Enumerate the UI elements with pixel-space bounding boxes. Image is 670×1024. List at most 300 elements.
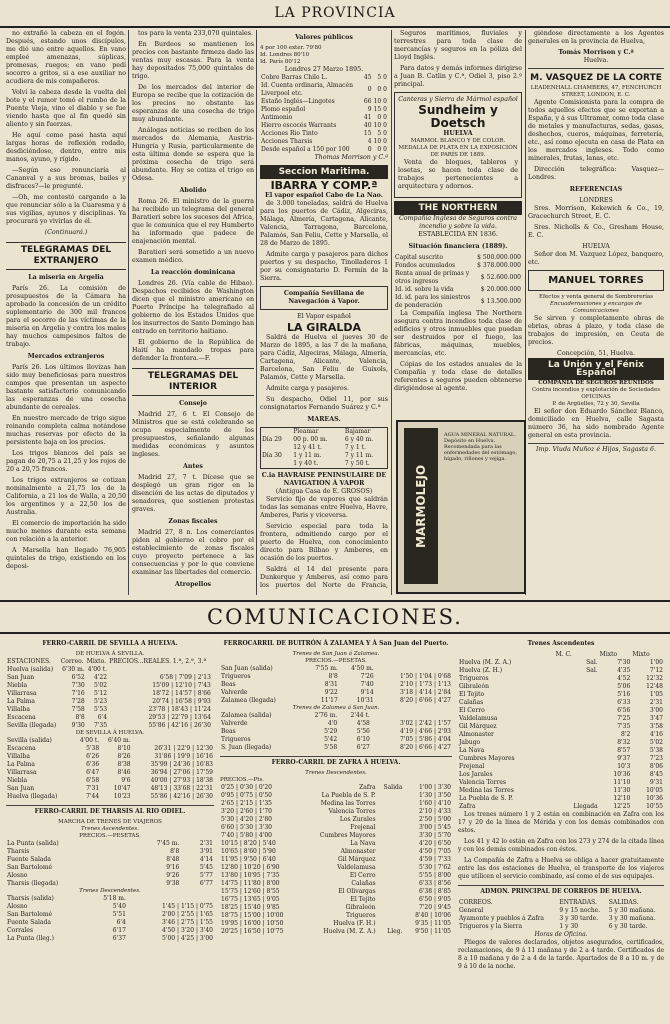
cell: Cobre Barras Chile L. <box>261 74 328 81</box>
table-row <box>260 114 388 122</box>
timetable <box>6 840 214 888</box>
cell: 12'80 | 10'20 | 6'90 <box>221 864 280 871</box>
paragraph: Sres. Nicholls & Co., Gresham House, E. C. <box>528 224 664 239</box>
paragraph: Sres. Morrison, Kekewich & Co., 19, Gracechurch Street, E. C. <box>528 205 664 220</box>
column-2 <box>132 30 254 590</box>
section-heading: FERRO-CARRIL DE THARSIS AL RIO ODIEL. <box>6 805 214 816</box>
table-row <box>220 689 452 697</box>
cell <box>555 723 599 731</box>
cell: 6'56 <box>617 707 631 714</box>
paragraph: Londres 26. (Vía cable de Hibao). Despachos recibidos de Washington dicen que el ministro americano en Puerto Príncipe ha telegrafiado al gobierno de los Estados Unidos que los insurrectos de Santo Domingo han entrado en territorio haitiano. <box>132 280 254 335</box>
cell: Calañas <box>459 699 484 706</box>
col-header: M. C. <box>555 651 572 658</box>
cell: Sevilla (llegada) <box>7 722 57 729</box>
cell <box>555 715 599 723</box>
cell: Villalba <box>7 706 30 713</box>
table-row <box>220 888 452 896</box>
ad-address: Concepción, 51, Huelva. <box>557 350 635 357</box>
cell: 9'22 <box>324 689 338 696</box>
cell: 19'95 | 16'00 | 10'50 <box>221 920 284 927</box>
table-row <box>394 270 522 286</box>
paragraph: En nuestro mercado de trigo sigue reinando completa calma notándose muchas reservas por efecto de la persistente baja en los precios. <box>6 415 126 446</box>
cell: 6'60 | 5'30 | 3'30 <box>221 824 272 831</box>
paragraph: Volví la cabeza desde la vuelta del bote y el rumor tomó el rumbo de la Puente Vieja, vino el diablo y se fue viendo hasta que al fin quedó sin aliento y sin fuerzas. <box>6 89 126 128</box>
cell: Lleg. <box>387 928 403 935</box>
cell: 10'3 <box>617 763 631 770</box>
cell: 6'77 <box>199 880 213 887</box>
table-row <box>220 744 452 752</box>
cell: 5'55 | 8'00 <box>418 872 451 879</box>
cell: 11'10 <box>613 779 631 786</box>
cell <box>212 666 214 674</box>
cell: 3'47 <box>649 715 663 722</box>
table-row <box>458 763 664 771</box>
table-row <box>260 138 388 146</box>
cell: 7'35 <box>93 722 108 729</box>
cell: 35'99 | 24'36 | 16'83 <box>150 761 213 768</box>
table-header <box>458 651 664 659</box>
table-row <box>394 286 522 294</box>
cell: 4'14 <box>199 856 213 863</box>
cell: Acciones Rio Tinto <box>261 130 318 137</box>
table-row <box>220 848 452 856</box>
section-heading: FERRO-CARRIL DE SEVILLA A HUELVA. <box>42 640 178 647</box>
cell: 9'6 <box>121 777 131 784</box>
cell: 3'02 | 2'42 | 1'57 <box>400 720 451 727</box>
cell <box>555 691 599 699</box>
ad-subtitle: Compañía Inglesa de Seguros contra incendio y sobre la vida. <box>398 215 518 230</box>
cell <box>377 912 404 920</box>
post-table <box>458 899 664 931</box>
cell: 3'58 <box>649 723 663 730</box>
cell: 10'65 | 8'60 | 5'90 <box>221 848 276 855</box>
cell: Salida <box>383 784 403 791</box>
market-date: Londres 27 Marzo 1895. <box>284 66 364 73</box>
cell: 48'13 | 33'68 | 22'31 <box>150 785 213 792</box>
paragraph: De los mercados del interior de Europa se recibe que la cotización de los precios no obstante las esperanzas de una cosecha de trigo muy abundante. <box>132 84 254 123</box>
table-row <box>6 903 214 911</box>
cell <box>261 444 293 452</box>
cell: 31'86 | 19'9 | 16'16 <box>154 753 213 760</box>
cell: 10 <box>373 122 382 129</box>
cell: 0 <box>383 130 387 137</box>
cell: 15'75 | 12'60 | 8'55 <box>221 888 280 895</box>
cell: 55'86 | 42'16 | 26'30 <box>148 722 211 729</box>
cell: 7'31 <box>86 785 100 792</box>
cell: Gibraleón <box>345 904 376 911</box>
cell: 7'20 | 9'45 <box>418 904 451 911</box>
table-row <box>6 848 214 856</box>
cell: 11'17 <box>320 697 338 704</box>
table-row <box>220 928 452 936</box>
cell: 20'74 | 16'58 | 9'93 <box>152 698 211 705</box>
cell: 4'50 m. <box>351 665 374 672</box>
cell: 18'72 | 14'57 | 8'66 <box>152 690 211 697</box>
cell: 4'52 <box>617 675 631 682</box>
cell: 5'30 | 4'20 | 2'80 <box>221 816 272 823</box>
cell: 15'09 | 12'10 | 7'43 <box>152 682 211 689</box>
section-heading: TELEGRAMAS DEL EXTRANJERO <box>6 242 126 270</box>
cell: Tharsis <box>7 848 30 855</box>
table-row <box>6 872 214 880</box>
paragraph: Pliegos de valores declarados, objetos asegurados, certificados, reclamaciones, de 9 á 11 mañana y de 2 a 4 tarde. Certificados de 8 a 10 mañana y de 2 a 4 de la tarde. Apartados de 8 a 10 m. y de 9 á 10 de la noche. <box>458 939 664 970</box>
cell: 5'53 <box>93 706 108 713</box>
cell: 9 y 15 noche. <box>559 907 601 914</box>
cell: Villalba <box>7 753 30 760</box>
column-divider <box>391 30 392 595</box>
cell <box>127 895 214 903</box>
cell: $ 13.500.000 <box>480 298 521 305</box>
ad-text: MARMOL BLANCO Y DE COLOR. MEDALLA DE PLATA EN LA EXPOSICIÓN DE PARÍS DE 1889. <box>398 138 518 158</box>
paragraph: no extrañó la cabeza en el fogón. Después, estando unos discípulos, me dió uno entre aquellos. En vano empleé amenazas, súplicas, promesas, ruegos; en vano pedí socorro a gritos, si a ese auxiliar no acudiera de mis compañeros. <box>6 30 126 85</box>
table-row <box>6 761 214 769</box>
col-header: Mixto <box>599 651 618 658</box>
cell: La Nava <box>350 840 376 847</box>
cell: Jabugo <box>459 739 481 746</box>
cell: 5'56 <box>356 728 370 735</box>
cell <box>377 848 404 856</box>
paragraph: En Burdeos se mantienen los precios con bastante firmeza dado las ventas muy escasas. Para la venta hay depositados 75,000 quintales de trigo. <box>132 41 254 80</box>
cell: 55'86 | 42'16 | 26'30 <box>150 793 213 800</box>
ad-subtitle: Encuadernaciones y encargos de Comunicaciones <box>549 301 643 314</box>
cell: 9'30 <box>71 722 85 729</box>
cell: La Palma <box>7 698 35 705</box>
cell: 7'30 <box>71 682 85 689</box>
cell: 2'00 | 2'55 | 1'65 <box>162 911 213 918</box>
cell: 8'26 <box>117 753 131 760</box>
cell: 7'30 <box>617 659 631 666</box>
printer-imprint: Imp. Viuda Muñoz é Hijos, Sagasta 6. <box>528 443 664 454</box>
cell: 5'16 <box>617 691 631 698</box>
cell: 7'25 <box>617 715 631 722</box>
ad-subtitle: El vapor español Cabo de La Nao. <box>265 192 383 199</box>
ad-title: LA GIRALDA <box>286 321 362 334</box>
cell: 9'35 | 11'05 <box>415 920 451 927</box>
paragraph: —Según eso renunciaría al Cananval y a sus bromas, bailes y disfraces?—le pregunté. <box>6 167 126 190</box>
cell: 0 <box>383 98 387 105</box>
cell: 0'25 | 0'30 | 0'20 <box>221 784 272 791</box>
cell: 6'17 <box>112 927 126 934</box>
cell <box>377 880 404 888</box>
cell: 7'45 m. <box>156 840 180 847</box>
table-row <box>260 106 388 114</box>
cell: El Cerro <box>349 872 376 879</box>
table-row <box>220 665 452 673</box>
cell: 10'55 <box>646 803 663 810</box>
paragraph: Análogas noticias se reciben de los mercados de Alemania, Austria-Hungría y Rusia, particularmente de esta última donde se espera que la próxima cosecha de trigo será abundante. Hoy se cotiza el trigo en Odesa. <box>132 127 254 182</box>
cell: 10'15 | 8'20 | 5'40 <box>221 840 276 847</box>
cell: Valverde <box>221 720 248 727</box>
cell: 6'37 <box>112 935 126 942</box>
cell: 10'05 <box>646 787 663 794</box>
cell: Alosno <box>7 872 28 879</box>
subheading: DE HUELVA Á SEVILLA. <box>75 651 145 657</box>
table-row <box>220 880 452 888</box>
table-row <box>220 712 452 720</box>
cell: El Tejito <box>459 691 485 698</box>
cell: 12'10 <box>613 795 631 802</box>
cell: 6'58 <box>86 777 100 784</box>
cell: Trigueros y la Sierra <box>459 923 523 930</box>
table-row <box>6 745 214 753</box>
cell: 3 y 30 mañana. <box>608 915 656 922</box>
ad-title: C.ia HAVRAISE PENINSULAIRE DE NAVIGATION Á VAPOR <box>261 472 387 487</box>
cell: 0 <box>383 122 387 129</box>
cell: 4'59 | 7'33 <box>418 856 451 863</box>
col-header: Correo. <box>60 658 84 665</box>
subheading: Trenes Ascendentes. <box>81 826 139 832</box>
cell: Huelva (M. Z. A.) <box>323 928 376 935</box>
cell <box>377 904 404 912</box>
cell: Día 29 <box>262 436 282 443</box>
cell: 6 y 40 m. <box>344 436 374 443</box>
cell: Beas <box>221 681 236 688</box>
cell: Huelva (llegada) <box>7 793 58 800</box>
cell <box>555 707 599 715</box>
cell: 3'00 <box>649 707 663 714</box>
cell: 6'4 <box>116 919 126 926</box>
cell: Escacena <box>7 714 36 721</box>
paragraph: El gobierno de la República de Haití ha mandado tropas para defender la frontera.—F. <box>132 339 254 362</box>
cell: 0 <box>367 146 372 153</box>
column-3 <box>260 30 388 590</box>
table-row <box>260 130 388 138</box>
cell: Los Jarales <box>459 771 493 778</box>
cell <box>377 792 404 800</box>
paragraph: Roma 26. El ministro de la guerra ha recibido un telegrama del general Baratieri sobre los sucesos del Africa, que le comunica que el rey Humberto ha informado que padece de enajenación mental. <box>132 198 254 245</box>
table-row <box>458 731 664 739</box>
cell: 5'29 <box>324 728 338 735</box>
paragraph: Servicio fijo de vapores que saldrán todas las semanas entre Huelva, Havre, Amberes, Paris y viceversa. <box>260 496 388 519</box>
table-row <box>220 920 452 928</box>
table-row <box>220 720 452 728</box>
cell: 1'00 <box>649 659 663 666</box>
cell: Bajamar <box>344 428 371 435</box>
cell <box>555 763 599 771</box>
section-heading: ADMON. PRINCIPAL DE CORREOS DE HUELVA. <box>458 885 664 896</box>
cell: Pleamar <box>293 428 319 435</box>
cell: 66 <box>363 98 372 105</box>
col-header: CORREOS. <box>459 899 493 906</box>
cell <box>377 920 404 928</box>
cell: Alosno <box>7 903 28 910</box>
table-row <box>220 864 452 872</box>
cell: 8'20 | 6'66 | 4'27 <box>400 744 451 751</box>
cell: 11'30 <box>613 787 631 794</box>
cell: 9'14 <box>360 689 374 696</box>
cell: El Tejito <box>350 896 376 903</box>
paragraph: giéndose directamente a los Agentes generales en la provincia de Huelva, <box>528 30 664 45</box>
cell: Desde español a 150 por 100 <box>261 146 350 153</box>
table-row <box>220 816 452 824</box>
table-header <box>458 899 664 907</box>
cell <box>377 824 404 832</box>
timetable <box>6 895 214 943</box>
cell <box>555 683 599 691</box>
ad-subtitle: Efectos y venta general de Sombrererías <box>538 294 654 300</box>
cell: 8'32 <box>617 739 631 746</box>
cell: 5'38 <box>649 747 663 754</box>
paragraph: Admite carga y pasajeros. <box>266 385 349 392</box>
cell: 10'36 <box>613 771 631 778</box>
cell: 7 y 11 m. <box>344 452 374 459</box>
cell: 4'35 <box>617 667 631 674</box>
table-row <box>220 840 452 848</box>
cell: Hierro escocés Warrants <box>261 122 337 129</box>
cell: 2'44 t. <box>350 712 370 719</box>
ad-subtitle: Contra incendios y explotación de Sociedades <box>531 387 661 393</box>
table-row <box>260 82 388 98</box>
cell <box>555 779 599 787</box>
section-heading: FERROCARRIL DE BUITRÓN Á ZALAMEA Y Á San Juan del Puerto. <box>223 640 449 647</box>
paragraph: Los trigos extranjeros se cotizan nominalmente a 21,75 los de la California, a 21 los de Walla, a 20,50 los argentinos y a 22,50 los de Australia. <box>6 477 126 516</box>
cell: 7'58 <box>71 706 85 713</box>
paragraph: Saldrá el 14 del presente para Dunkerque y Amberes, así como para los puertos del Norte de Francia, <box>260 566 388 589</box>
subheading: Zonas fiscales <box>168 518 218 525</box>
cell <box>377 864 404 872</box>
cell <box>555 739 599 747</box>
cell: 1'60 | 4'10 <box>418 800 451 807</box>
cell: 7'16 <box>71 690 85 697</box>
cell: 5 <box>377 74 382 81</box>
cell: 15 <box>363 130 372 137</box>
cell: 7'05 | 5'86 | 4'04 <box>400 736 451 743</box>
cell: 0 <box>383 114 387 121</box>
column-divider <box>128 30 129 595</box>
paragraph: Madrid 27, 7 t. Dícese que se desplegó un gran rigor en la disención de las actas de diputados y senadores, que sostienen protestas graves. <box>132 474 254 513</box>
cell: Fuente Salada <box>7 856 51 863</box>
cell: 8'57 <box>617 747 631 754</box>
cell: 5'58 <box>324 744 338 751</box>
cell: 26'31 | 22'9 | 12'30 <box>154 745 213 752</box>
subheading: Valores públicos <box>295 34 353 41</box>
cell: Los Zurales <box>339 816 376 823</box>
cell: 6'26 <box>86 753 100 760</box>
table-row <box>220 673 452 681</box>
metals-table <box>260 74 388 154</box>
col-header <box>458 651 555 659</box>
paragraph: de 3.000 toneladas, saldrá de Huelva para los puertos de Cádiz, Algeciras, Málaga, Almería, Cartagena, Alicante, Valencia, Tarragona, Barcelona, Palamós, San Feliu, Cette y Marsella, el 28 de Marzo de 1895. <box>260 200 388 247</box>
subheading: Consejo <box>179 400 207 407</box>
cell: Frejenal <box>350 824 376 831</box>
cell: 16'75 | 13'65 | 9'05 <box>221 896 280 903</box>
cell: 7'40 | 5'80 | 4'00 <box>221 832 272 839</box>
cell: 7'12 <box>649 667 663 674</box>
table-row <box>260 74 388 82</box>
table-row <box>458 667 664 675</box>
paragraph: A Marsella han llegado 76,905 quintales de trigo, existiendo en los deposi- <box>6 547 126 570</box>
paragraph: Para datos y demás informes dirigirse a Juan B. Catlin y C.ª, Odiel 3, piso 2.º principal. <box>394 65 522 88</box>
cell: 6'30 m. <box>62 666 85 673</box>
cell: La Punta (salida) <box>7 840 59 847</box>
table-row <box>220 792 452 800</box>
cell <box>375 665 452 673</box>
cell: 6'47 <box>86 769 100 776</box>
divider <box>528 68 664 69</box>
cell: Acciones Tharsis <box>261 138 313 145</box>
cell <box>555 699 599 707</box>
cell: 6'33 | 8'56 <box>418 880 451 887</box>
table-row <box>458 707 664 715</box>
cell: 10 <box>373 98 382 105</box>
communications-banner: COMUNICACIONES. <box>0 600 670 634</box>
timetable <box>220 712 452 752</box>
table-row <box>458 803 664 811</box>
cell: 2'10 | 1'73 | 1'13 <box>400 681 451 688</box>
cell: San Juan <box>7 785 35 792</box>
subheading: MARCHA DE TRENES DE VIAJEROS <box>58 819 162 825</box>
paragraph: El señor don Eduardo Sánchez Blanco, domiciliado en Huelva, calle Sagasta número 36, ha sido nombrado Agente general en esta provincia. <box>528 408 664 439</box>
cell: 0'95 | 0'75 | 0'50 <box>221 792 272 799</box>
table-row <box>6 753 214 761</box>
cell: 7'35 <box>617 723 631 730</box>
cell: 1'45 | 1'15 | 0'75 <box>162 903 213 910</box>
paragraph: Baratieri será sometido a un nuevo examen médico. <box>132 249 254 264</box>
cell <box>555 675 599 683</box>
paragraph: La Compañía de Zafra a Huelva se obliga a hacer gratuitamente entre las dos estaciones de Huelva, el transporte de los viajeros que utilicen el servicio combinado, así como el de sus equipajes. <box>458 857 664 880</box>
ad-title: Compañía Sevillana de Navegación á Vapor. <box>260 286 388 310</box>
cell: 3'18 | 4'14 | 2'84 <box>400 689 451 696</box>
cell: 0 <box>383 106 387 113</box>
cell: 9'37 <box>617 755 631 762</box>
cell: 5'77 <box>199 872 213 879</box>
cell: 4'00 t. <box>87 666 108 673</box>
table-row <box>394 254 522 262</box>
ad-title: THE NORTHERN <box>394 201 522 215</box>
cell: 23'78 | 18'43 | 11'24 <box>148 706 211 713</box>
cell: 0 <box>377 86 382 93</box>
table-row <box>458 747 664 755</box>
cell: La Nava <box>459 747 485 754</box>
subheading: Abolido <box>179 187 207 194</box>
cell: 7'44 <box>86 793 100 800</box>
table-header <box>6 658 214 666</box>
cell: 9 <box>367 106 372 113</box>
cell: Trigueros <box>221 736 251 743</box>
table-row <box>458 787 664 795</box>
paragraph: París 26. Los últimos llovizas han sido muy beneficiosas para nuestros campos que presentan un aspecto bastante satisfactorio comunicando las esperanzas de una cosecha abundante de cereales. <box>6 364 126 411</box>
subheading: Antes <box>183 463 203 470</box>
cell: Huelva (F. H.) <box>333 920 376 927</box>
cell: Plomo español <box>261 106 306 113</box>
section-heading: TELEGRAMAS DEL INTERIOR <box>132 368 254 396</box>
cell: Villarrasa <box>7 690 37 697</box>
cell: Fuente Salada <box>7 919 51 926</box>
cell: 6'4 <box>97 714 108 721</box>
cell: 8'2 <box>621 731 631 738</box>
cell: Trigueros <box>345 912 376 919</box>
ad-title: IBARRA Y COMP.ª <box>270 179 378 192</box>
table-row <box>458 683 664 691</box>
cell: 7'26 <box>360 673 374 680</box>
table-row <box>458 739 664 747</box>
cell: 4'58 <box>356 720 370 727</box>
table-row <box>220 697 452 705</box>
cell: Calañas <box>351 880 376 887</box>
table-row <box>458 755 664 763</box>
cell: 11'95 | 9'50 | 6'40 <box>221 856 276 863</box>
table-row <box>6 777 214 785</box>
cell: Niebla <box>7 682 28 689</box>
railway-buitron-zafra <box>220 636 452 1020</box>
cell: Trigueros <box>459 675 489 682</box>
column-1 <box>6 30 126 590</box>
cell: 0 <box>383 74 387 81</box>
cell: 5'12 <box>93 690 108 697</box>
cell: Almonaster <box>459 731 494 738</box>
subheading: Trenes de Zalamea á San Juan. <box>292 705 380 711</box>
cell: San Juan (salida) <box>221 665 273 672</box>
